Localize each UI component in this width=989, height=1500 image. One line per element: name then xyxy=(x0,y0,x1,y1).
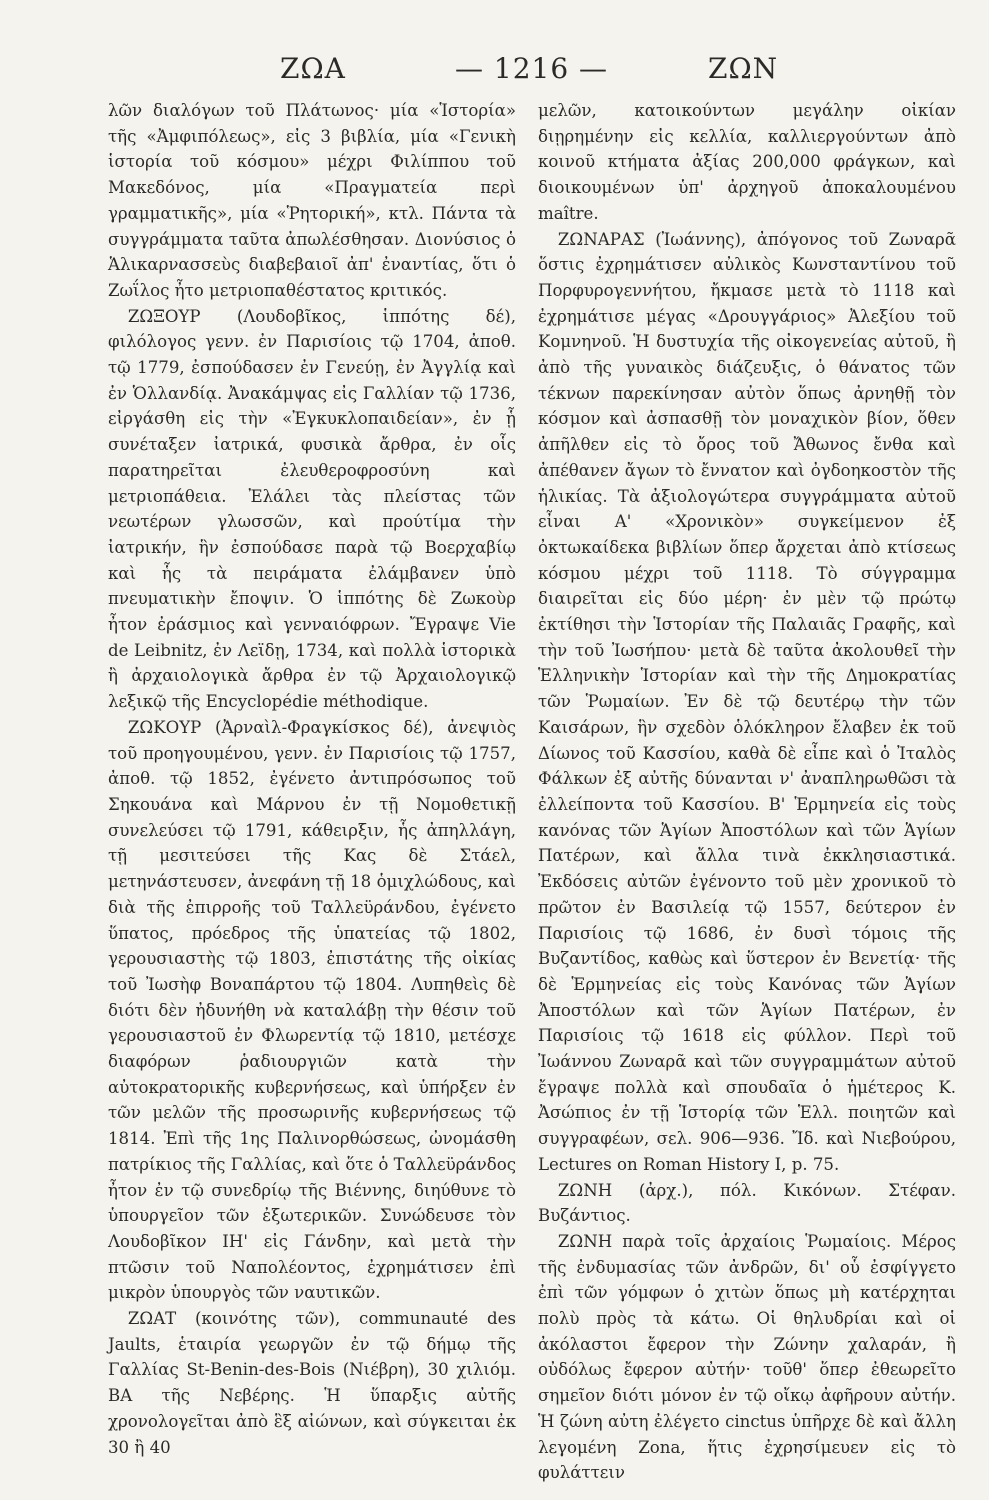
entry-zonaras: ΖΩΝΑΡΑΣ (Ἰωάννης), ἀπόγονος τοῦ Ζωναρᾶ ὅστις ἐχρημάτισεν αὐλικὸς Κωνσταντίνου τοῦ Πορφυρογεννήτου, ἤκμασε μετὰ τὸ 1118 καὶ ἐχρημάτισε μέγας «Δρουγγάριος» Ἀλεξίου τοῦ Κομνηνοῦ. Ἡ δυστυχία τῆς οἰκογενείας αὐτοῦ, ἢ ἀπὸ τῆς γυναικὸς διάζευξις, ὁ θάνατος τῶν τέκνων παρεκίνησαν αὐτὸν ὅπως ἀρνηθῇ τὸν κόσμον καὶ ἀσπασθῇ τὸν μοναχικὸν βίον, ὅθεν ἀπῆλθεν εἰς τὸ ὄρος τοῦ Ἄθωνος ἔνθα καὶ ἀπέθανεν ἄγων τὸ ἔννατον καὶ ὀγδοηκοστὸν τῆς ἡλικίας. Τὰ ἀξιολογώτερα συγγράμματα αὐτοῦ εἶναι Α' «Χρονικὸν» συγκείμενον ἐξ ὀκτωκαίδεκα βιβλίων ὅπερ ἄρχεται ἀπὸ κτίσεως κόσμου μέχρι τοῦ 1118. Τὸ σύγγραμμα διαιρεῖται εἰς δύο μέρη· ἐν μὲν τῷ πρώτῳ ἐκτίθησι τὴν Ἱστορίαν τῆς Παλαιᾶς Γραφῆς, καὶ τὴν τοῦ Ἰωσήπου· μετὰ δὲ ταῦτα ἀκολουθεῖ τὴν Ἑλληνικὴν Ἱστορίαν καὶ τὴν τῆς Δημοκρατίας τῶν Ῥωμαίων. Ἐν δὲ τῷ δευτέρῳ τὴν τῶν Καισάρων, ἣν σχεδὸν ὁλόκληρον ἔλαβεν ἐκ τοῦ Δίωνος τοῦ Κασσίου, καθὰ δὲ εἶπε καὶ ὁ Ἰταλὸς Φάλκων ἐξ αὐτῆς δύνανται ν' ἀναπληρωθῶσι τὰ ἐλλείποντα τοῦ Κασσίου. Β' Ἑρμηνεία εἰς τοὺς κανόνας τῶν Ἁγίων Ἀποστόλων καὶ τῶν Ἁγίων Πατέρων, καὶ ἄλλα τινὰ ἐκκλησιαστικά. Ἐκδόσεις αὐτῶν ἐγένοντο τοῦ μὲν χρονικοῦ τὸ πρῶτον ἐν Βασιλείᾳ τῷ 1557, δεύτερον ἐν Παρισίοις τῷ 1686, ἐν δυσὶ τόμοις τῆς Βυζαντίδος, καθὼς καὶ ὕστερον ἐν Βενετίᾳ· τῆς δὲ Ἑρμηνείας εἰς τοὺς Κανόνας τῶν Ἁγίων Ἀποστόλων καὶ τῶν Ἁγίων Πατέρων, ἐν Παρισίοις τῷ 1618 εἰς φύλλον. Περὶ τοῦ Ἰωάννου Ζωναρᾶ καὶ τῶν συγγραμμάτων αὐτοῦ ἔγραψε πολλὰ καὶ σπουδαῖα ὁ ἡμέτερος Κ. Ἀσώπιος ἐν τῇ Ἱστορίᾳ τῶν Ἑλλ. ποιητῶν καὶ συγγραφέων, σελ. 906—936. Ἴδ. καὶ Νιεβούρου, Lectures on Roman History I, p. 75. xyxy=(538,229,956,1174)
entry-zokour: ΖΩΚΟΥΡ (Ἀρναὶλ-Φραγκίσκος δέ), ἀνεψιὸς τοῦ προηγουμένου, γενν. ἐν Παρισίοις τῷ 1757, ἀποθ. τῷ 1852, ἐγένετο ἀντιπρόσωπος τοῦ Σηκουάνα καὶ Μάρνου ἐν τῇ Νομοθετικῇ συνελεύσει τῷ 1791, κάθειρξιν, ἧς ἀπηλλάγη, τῇ μεσιτεύσει τῆς Κας δὲ Στάελ, μετηνάστευσεν, ἀνεφάνη τῇ 18 ὁμιχλώδους, καὶ διὰ τῆς ἐπιρροῆς τοῦ Ταλλεϋράνδου, ἐγένετο ὕπατος, πρόεδρος τῆς ὑπατείας τῷ 1802, γερουσιαστὴς τῷ 1803, ἐπιστάτης τῆς οἰκίας τοῦ Ἰωσὴφ Βοναπάρτου τῷ 1804. Λυπηθεὶς δὲ διότι δὲν ἠδυνήθη νὰ καταλάβῃ τὴν θέσιν τοῦ γερουσιαστοῦ ἐν Φλωρεντίᾳ τῷ 1810, μετέσχε διαφόρων ῥαδιουργιῶν κατὰ τὴν αὐτοκρατορικῆς κυβερνήσεως, καὶ ὑπήρξεν ἐν τῶν μελῶν τῆς προσωρινῆς κυβερνήσεως τῷ 1814. Ἐπὶ τῆς 1ης Παλινορθώσεως, ὠνομάσθη πατρίκιος τῆς Γαλλίας, καὶ ὅτε ὁ Ταλλεϋράνδος ἦτον ἐν τῷ συνεδρίῳ τῆς Βιέννης, διηύθυνε τὸ ὑπουργεῖον τῶν ἐξωτερικῶν. Συνώδευσε τὸν Λουδοβῖκον ΙΗ' εἰς Γάνδην, καὶ μετὰ τὴν πτῶσιν τοῦ Ναπολέοντος, ἐχρημάτισεν ἐπὶ μικρὸν ὑπουργὸς τῶν ναυτικῶν. xyxy=(108,717,516,1303)
entry-zoilos-continued: λῶν διαλόγων τοῦ Πλάτωνος· μία «Ἱστορία» τῆς «Ἀμφιπόλεως», εἰς 3 βιβλία, μία «Γενικὴ ἱστορία τοῦ κόσμου» μέχρι Φιλίππου τοῦ Μακεδόνος, μία «Πραγματεία περὶ γραμματικῆς», μία «Ῥητορική», κτλ. Πάντα τὰ συγγράμματα ταῦτα ἀπωλέσθησαν. Διονύσιος ὁ Ἁλικαρνασσεὺς διαβεβαιοῖ ἀπ' ἐναντίας, ὅτι ὁ Ζωΐλος ἦτο μετριοπαθέστατος κριτικός. xyxy=(108,101,516,300)
entry-zoat: ΖΩΑΤ (κοινότης τῶν), communauté des Jaults, ἑταιρία γεωργῶν ἐν τῷ δήμῳ τῆς Γαλλίας St-Benin-des-Bois (Νιέβρη), 30 χιλιόμ. ΒΑ τῆς Νεβέρης. Ἡ ὕπαρξις αὐτῆς χρονολογεῖται ἀπὸ ἓξ αἰώνων, καὶ σύγκειται ἐκ 30 ἢ 40 xyxy=(108,1309,516,1457)
entry-zoat-continued: μελῶν, κατοικούντων μεγάλην οἰκίαν διῃρημένην εἰς κελλία, καλλιεργούντων ἀπὸ κοινοῦ κτήματα ἀξίας 200,000 φράγκων, καὶ διοικουμένων ὑπ' ἀρχηγοῦ ἀποκαλουμένου maître. xyxy=(538,101,956,223)
page-number: — 1216 — xyxy=(455,52,609,85)
entry-zone-city: ΖΩΝΗ (ἀρχ.), πόλ. Κικόνων. Στέφαν. Βυζάντιος. xyxy=(538,1180,956,1226)
entry-zoxour: ΖΩΞΟΥΡ (Λουδοβῖκος, ἱππότης δέ), φιλόλογος γενν. ἐν Παρισίοις τῷ 1704, ἀποθ. τῷ 1779, ἐσπούδασεν ἐν Γενεύῃ, ἐν Ἀγγλίᾳ καὶ ἐν Ὁλλανδίᾳ. Ἀνακάμψας εἰς Γαλλίαν τῷ 1736, εἰργάσθη εἰς τὴν «Ἐγκυκλοπαιδείαν», ἐν ᾗ συνέταξεν ἰατρικά, φυσικὰ ἄρθρα, ἐν οἷς παρατηρεῖται ἐλευθεροφροσύνη καὶ μετριοπάθεια. Ἐλάλει τὰς πλείστας τῶν νεωτέρων γλωσσῶν, καὶ προύτίμα τὴν ἰατρικήν, ἣν ἐσπούδασε παρὰ τῷ Βοερχαβίῳ καὶ ἧς τὰ πειράματα ἐλάμβανεν ὑπὸ πνευματικὴν ἔποψιν. Ὁ ἱππότης δὲ Ζωκοὺρ ἦτον ἐράσμιος καὶ γενναιόφρων. Ἔγραψε Vie de Leibnitz, ἐν Λεϊδῃ, 1734, καὶ πολλὰ ἱστορικὰ ἢ ἀρχαιολογικὰ ἄρθρα ἐν τῷ Ἀρχαιολογικῷ λεξικῷ τῆς Encyclopédie méthodique. xyxy=(108,306,516,712)
running-head xyxy=(0,52,989,92)
header-left-word: ΖΩΑ xyxy=(280,52,346,85)
right-column xyxy=(538,98,956,1486)
header-right-word: ΖΩΝ xyxy=(708,52,779,85)
entry-zone-garment: ΖΩΝΗ παρὰ τοῖς ἀρχαίοις Ῥωμαίοις. Μέρος τῆς ἐνδυμασίας τῶν ἀνδρῶν, δι' οὗ ἐσφίγγετο ἐπὶ τῶν γόμφων ὁ χιτὼν ὅπως μὴ κατέρχηται πολὺ πρὸς τὰ κάτω. Οἱ θηλυδρίαι καὶ οἱ ἀκόλαστοι ἔφερον τὴν Ζώνην χαλαράν, ἢ οὐδόλως ἔφερον αὐτήν· τοῦθ' ὅπερ ἐθεωρεῖτο σημεῖον διότι μόνον ἐν τῷ οἴκῳ ἀφῆρουν αὐτήν. Ἡ ζώνη αὐτη ἐλέγετο cinctus ὑπῆρχε δὲ καὶ ἄλλη λεγομένη Zona, ἥτις ἐχρησίμευεν εἰς τὸ φυλάττειν xyxy=(538,1231,956,1483)
left-column xyxy=(108,98,516,1460)
